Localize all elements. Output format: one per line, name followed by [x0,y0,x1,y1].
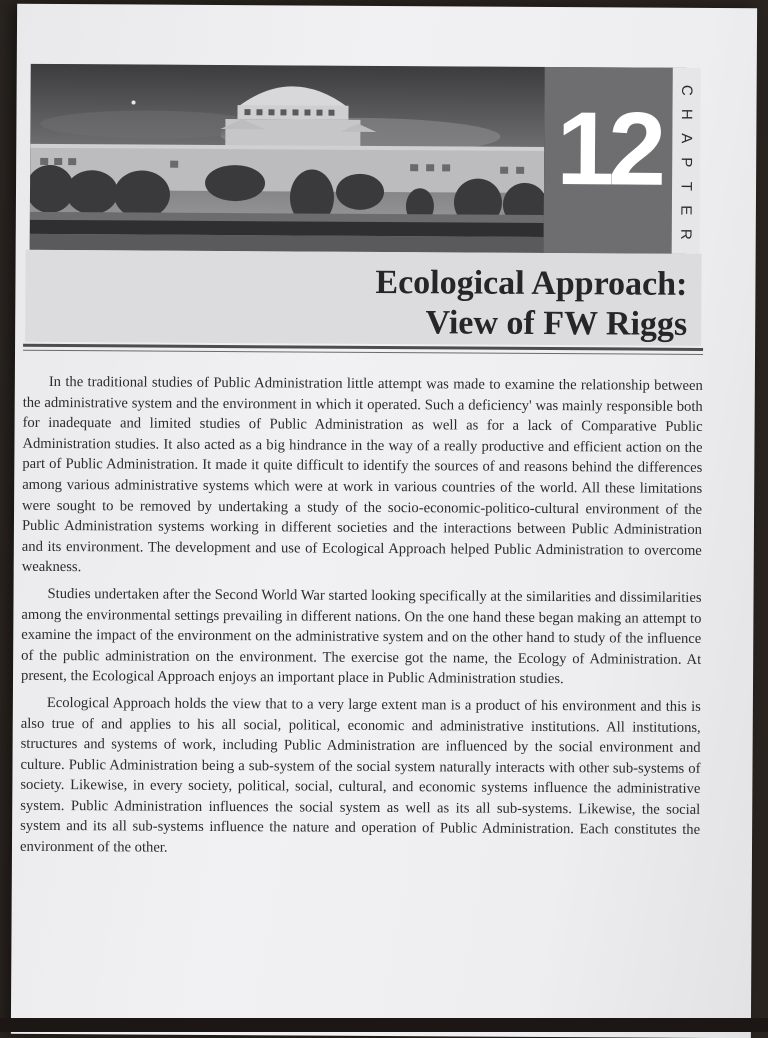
chapter-body [20,372,703,868]
paragraph-3: Ecological Approach holds the view that to a very large extent man is a product of his environment and this is also true of and applies to his all social, political, economic and administrative institutions. All institutions, structures and systems of work, including Public Administration are influenced by the social environment and culture. Public Administration being a sub-system of the social system naturally interacts with other sub-systems of society. Likewise, in every society, political, social, cultural, and economic systems influence the administrative system. Public Administration influences the social system as well as its all sub-systems. Likewise, the social system and its all sub-systems influence the nature and operation of Public Administration. Each constitutes the environment of the other. [19,694,701,856]
chapter-letter: C [678,84,696,96]
chapter-title-line-2: View of FW Riggs [425,304,688,343]
page-bottom-shadow [0,1018,768,1032]
chapter-number-block [544,67,673,254]
building-photo [30,64,545,253]
chapter-number: 12 [556,91,661,208]
chapter-letter: A [677,133,695,144]
chapter-vertical-label [672,68,701,254]
chapter-letter: H [677,108,696,120]
chapter-title-panel [25,250,702,346]
chapter-banner [30,64,696,254]
chapter-letter: E [677,205,695,216]
chapter-letter: P [677,157,695,168]
paragraph-1: In the traditional studies of Public Administration little attempt was made to examine the relationship between the administrative system and the environment in which it operated. Such a deficiency' was mainly responsible both for inadequate and limited studies of Public Administration as well as for a lack of Comparative Public Administration studies. It also acted as a big hindrance in the way of a really productive and efficient action on the part of Public Administration. It made it quite difficult to identify the sources of and reasons behind the differences among various administrative systems which were at work in various countries of the world. All these limitations were sought to be removed by undertaking a study of the socio-economic-politico-cultural environment of the Public Administration systems working in different societies and the interactions between Public Administration and its environment. The development and use of Ecological Approach helped Public Administration to overcome weakness. [21,373,703,576]
court-building-image [30,64,545,253]
chapter-letter: R [677,228,695,240]
paragraph-2: Studies undertaken after the Second World War started looking specifically at the similarities and dissimilarities among the environmental settings prevailing in different nations. On the one hand these began making an attempt to examine the impact of the environment on the administrative system and on the other hand to study of the influence of the public administration on the environment. The exercise got the name, the Ecology of Administration. At present, the Ecological Approach enjoys an important place in Public Administration studies. [20,585,702,688]
title-rule-thin [23,350,703,355]
book-page [11,4,757,1038]
chapter-title-line-1: Ecological Approach: [375,263,688,303]
chapter-letter: T [677,181,695,191]
